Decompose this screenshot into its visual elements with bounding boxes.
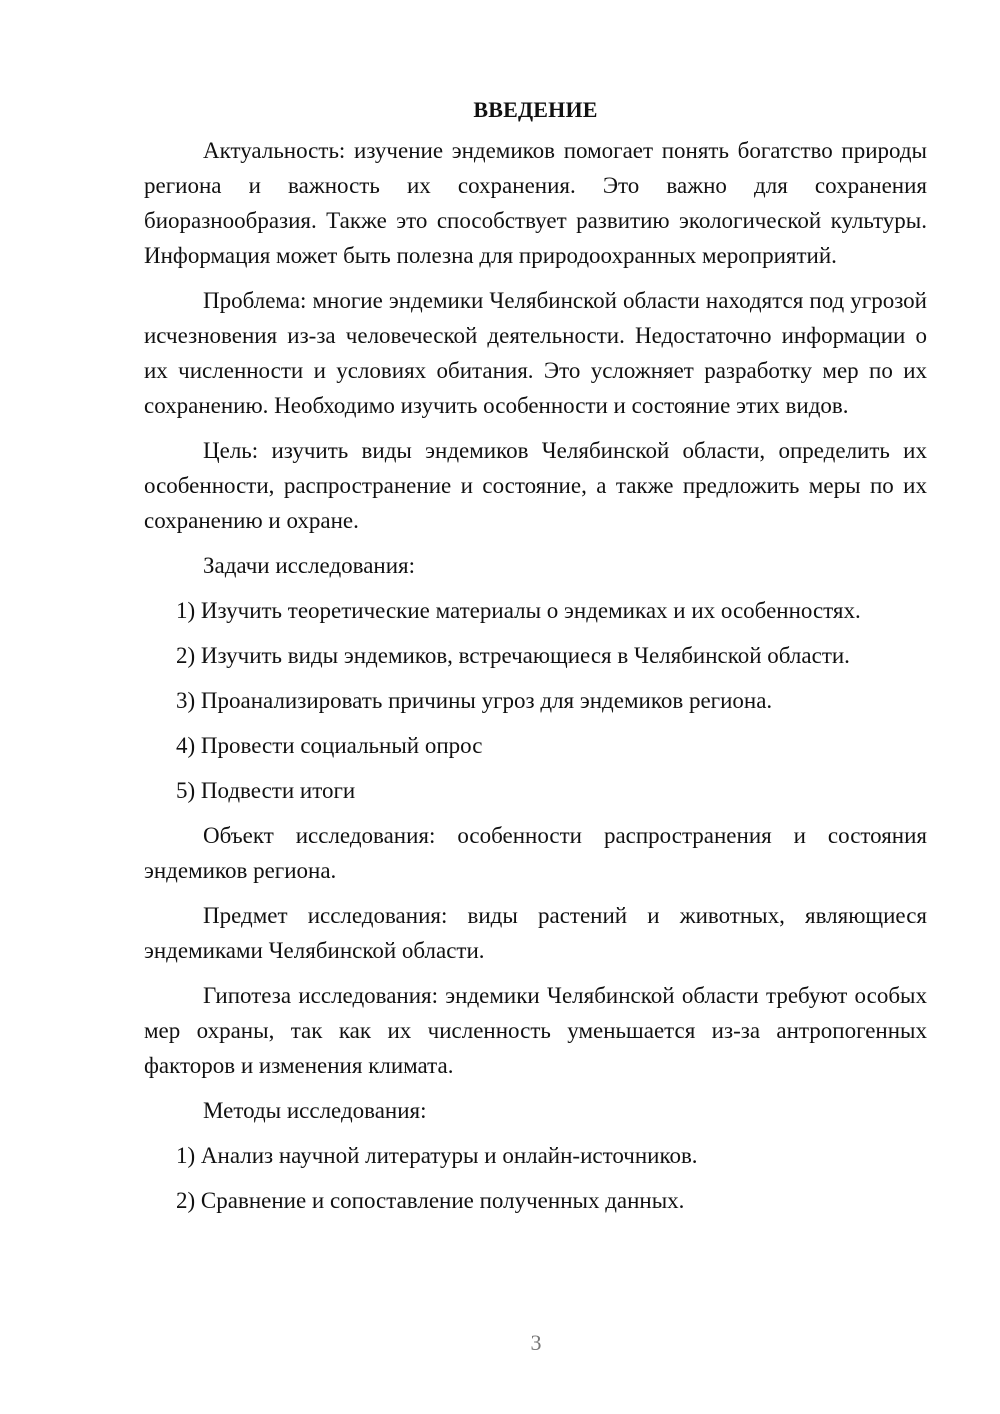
hypothesis-paragraph: Гипотеза исследования: эндемики Челябинской области требуют особых мер охраны, так как их численность уменьшается из-за антропогенных факторов и изменения климата. bbox=[144, 983, 927, 1078]
subject-paragraph: Предмет исследования: виды растений и животных, являющиеся эндемиками Челябинской области. bbox=[144, 903, 927, 963]
task-item: 1) Изучить теоретические материалы о эндемиках и их особенностях. bbox=[176, 598, 861, 623]
page-number: 3 bbox=[530, 1330, 542, 1355]
task-item: 2) Изучить виды эндемиков, встречающиеся в Челябинской области. bbox=[176, 643, 850, 668]
tasks-label: Задачи исследования: bbox=[203, 553, 416, 578]
problem-paragraph: Проблема: многие эндемики Челябинской области находятся под угрозой исчезновения из-за человеческой деятельности. Недостаточно информации о их численности и условиях обитания. Это усложняет разработку мер по их сохранению. Необходимо изучить особенности и состояние этих видов. bbox=[144, 288, 927, 418]
task-item: 4) Провести социальный опрос bbox=[176, 733, 483, 758]
goal-paragraph: Цель: изучить виды эндемиков Челябинской области, определить их особенности, распространение и состояние, а также предложить меры по их сохранению и охране. bbox=[144, 438, 927, 533]
task-item: 5) Подвести итоги bbox=[176, 778, 356, 803]
section-title: ВВЕДЕНИЕ bbox=[473, 97, 598, 122]
relevance-paragraph: Актуальность: изучение эндемиков помогает понять богатство природы региона и важность их сохранения. Это важно для сохранения биоразнообразия. Также это способствует развитию экологической культуры. Информация может быть полезна для природоохранных мероприятий. bbox=[144, 138, 927, 268]
task-item: 3) Проанализировать причины угроз для эндемиков региона. bbox=[176, 688, 773, 713]
methods-label: Методы исследования: bbox=[203, 1098, 427, 1123]
method-item: 2) Сравнение и сопоставление полученных данных. bbox=[176, 1188, 685, 1213]
object-paragraph: Объект исследования: особенности распространения и состояния эндемиков региона. bbox=[144, 823, 927, 883]
page-content bbox=[144, 92, 927, 1228]
method-item: 1) Анализ научной литературы и онлайн-источников. bbox=[176, 1143, 698, 1168]
